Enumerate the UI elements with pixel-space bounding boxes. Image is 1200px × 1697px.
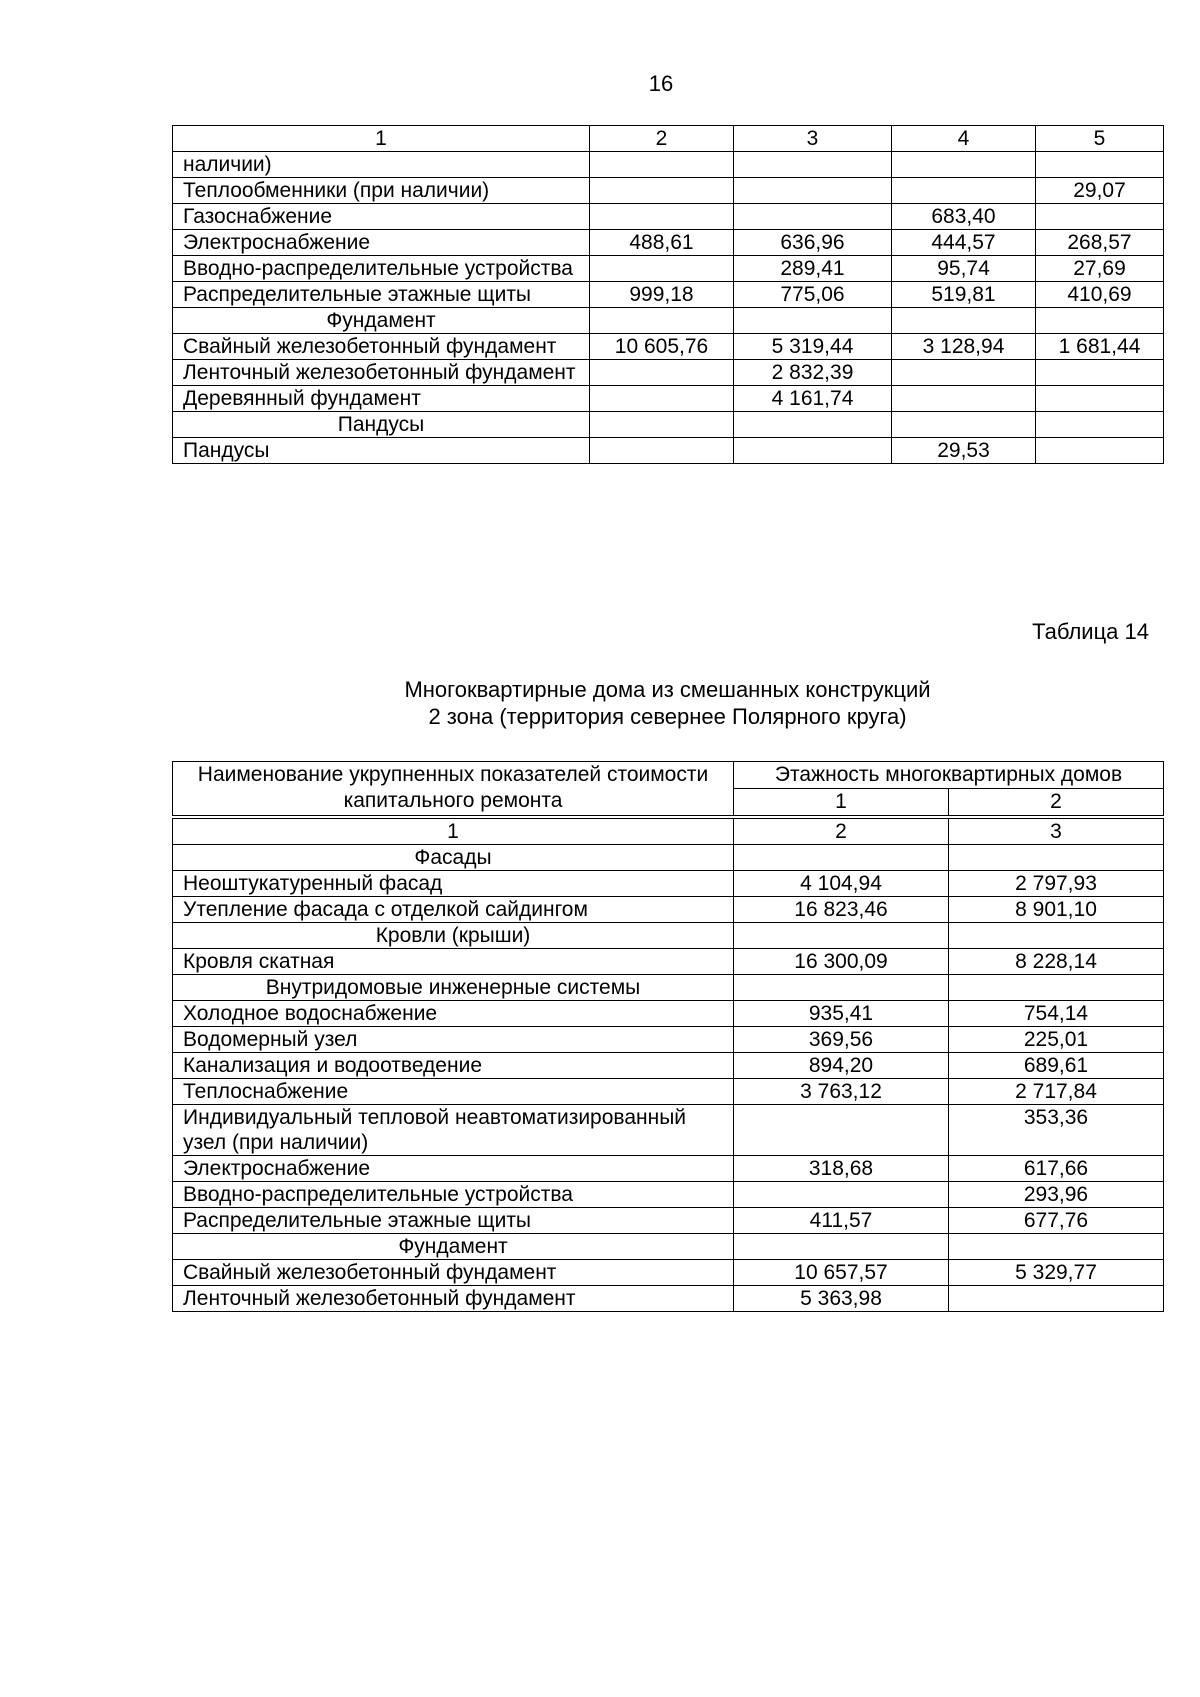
table-title-line-1: Многоквартирные дома из смешанных конструкций bbox=[404, 677, 931, 702]
table-row bbox=[173, 871, 1164, 897]
table-row bbox=[173, 178, 1164, 204]
value-cell: 225,01 bbox=[949, 1027, 1164, 1053]
table-label: Таблица 14 bbox=[1032, 619, 1149, 644]
value-cell bbox=[1036, 152, 1164, 178]
t2-colnum-3: 3 bbox=[949, 819, 1164, 845]
value-cell bbox=[734, 1182, 949, 1208]
value-cell: 5 329,77 bbox=[949, 1260, 1164, 1286]
table-row bbox=[173, 334, 1164, 360]
value-cell bbox=[1036, 308, 1164, 334]
value-cell: 5 319,44 bbox=[734, 334, 892, 360]
row-label: Вводно-распределительные устройства bbox=[173, 256, 590, 282]
t1-colnum-5: 5 bbox=[1036, 126, 1164, 152]
value-cell: 677,76 bbox=[949, 1208, 1164, 1234]
row-label: наличии) bbox=[173, 152, 590, 178]
value-cell: 29,07 bbox=[1036, 178, 1164, 204]
row-label: Индивидуальный тепловой неавтоматизированный узел (при наличии) bbox=[173, 1105, 734, 1156]
value-cell bbox=[590, 438, 734, 464]
value-cell: 8 901,10 bbox=[949, 897, 1164, 923]
table-row bbox=[173, 1001, 1164, 1027]
t2-colnum-2: 2 bbox=[734, 819, 949, 845]
row-label: Свайный железобетонный фундамент bbox=[173, 1260, 734, 1286]
table-row bbox=[173, 230, 1164, 256]
value-cell bbox=[734, 308, 892, 334]
header-floors-group: Этажность многоквартирных домов bbox=[734, 762, 1164, 789]
value-cell: 3 128,94 bbox=[892, 334, 1036, 360]
table-title-line-2: 2 зона (территория севернее Полярного круга) bbox=[428, 704, 907, 729]
value-cell bbox=[590, 152, 734, 178]
value-cell bbox=[892, 308, 1036, 334]
value-cell: 689,61 bbox=[949, 1053, 1164, 1079]
row-label: Ленточный железобетонный фундамент bbox=[173, 1286, 734, 1312]
table-row bbox=[173, 1079, 1164, 1105]
value-cell: 369,56 bbox=[734, 1027, 949, 1053]
value-cell: 410,69 bbox=[1036, 282, 1164, 308]
row-label: Теплообменники (при наличии) bbox=[173, 178, 590, 204]
value-cell bbox=[590, 204, 734, 230]
value-cell: 318,68 bbox=[734, 1156, 949, 1182]
value-cell bbox=[892, 360, 1036, 386]
value-cell: 636,96 bbox=[734, 230, 892, 256]
section-row bbox=[173, 923, 1164, 949]
value-cell: 8 228,14 bbox=[949, 949, 1164, 975]
row-label: Деревянный фундамент bbox=[173, 386, 590, 412]
row-label: Электроснабжение bbox=[173, 230, 590, 256]
value-cell bbox=[949, 1234, 1164, 1260]
value-cell: 1 681,44 bbox=[1036, 334, 1164, 360]
table-row bbox=[173, 1105, 1164, 1156]
table-row bbox=[173, 897, 1164, 923]
table-row bbox=[173, 1156, 1164, 1182]
value-cell: 935,41 bbox=[734, 1001, 949, 1027]
value-cell: 27,69 bbox=[1036, 256, 1164, 282]
t1-colnum-2: 2 bbox=[590, 126, 734, 152]
header-floors-2: 2 bbox=[949, 789, 1164, 816]
row-label: Канализация и водоотведение bbox=[173, 1053, 734, 1079]
value-cell: 683,40 bbox=[892, 204, 1036, 230]
value-cell: 5 363,98 bbox=[734, 1286, 949, 1312]
value-cell bbox=[734, 923, 949, 949]
value-cell bbox=[590, 256, 734, 282]
table-row bbox=[173, 386, 1164, 412]
value-cell bbox=[734, 178, 892, 204]
value-cell bbox=[949, 1286, 1164, 1312]
value-cell bbox=[734, 438, 892, 464]
value-cell bbox=[734, 975, 949, 1001]
table-row bbox=[173, 1286, 1164, 1312]
table-title bbox=[172, 676, 1163, 730]
section-title: Пандусы bbox=[173, 412, 590, 438]
value-cell: 16 300,09 bbox=[734, 949, 949, 975]
section-title: Кровли (крыши) bbox=[173, 923, 734, 949]
row-label: Распределительные этажные щиты bbox=[173, 1208, 734, 1234]
row-label: Ленточный железобетонный фундамент bbox=[173, 360, 590, 386]
value-cell bbox=[734, 845, 949, 871]
t1-colnum-3: 3 bbox=[734, 126, 892, 152]
value-cell: 411,57 bbox=[734, 1208, 949, 1234]
value-cell bbox=[734, 1234, 949, 1260]
value-cell bbox=[949, 845, 1164, 871]
value-cell: 2 832,39 bbox=[734, 360, 892, 386]
t1-colnum-4: 4 bbox=[892, 126, 1036, 152]
value-cell: 10 605,76 bbox=[590, 334, 734, 360]
section-title: Внутридомовые инженерные системы bbox=[173, 975, 734, 1001]
value-cell: 289,41 bbox=[734, 256, 892, 282]
value-cell: 293,96 bbox=[949, 1182, 1164, 1208]
value-cell bbox=[892, 412, 1036, 438]
value-cell bbox=[734, 152, 892, 178]
value-cell: 444,57 bbox=[892, 230, 1036, 256]
table-row bbox=[173, 360, 1164, 386]
value-cell: 29,53 bbox=[892, 438, 1036, 464]
value-cell bbox=[590, 412, 734, 438]
value-cell bbox=[1036, 360, 1164, 386]
section-title: Фундамент bbox=[173, 308, 590, 334]
value-cell bbox=[892, 152, 1036, 178]
section-row bbox=[173, 975, 1164, 1001]
t2-column-numbers bbox=[173, 819, 1164, 845]
table-14 bbox=[172, 818, 1164, 1312]
value-cell bbox=[949, 975, 1164, 1001]
value-cell: 4 104,94 bbox=[734, 871, 949, 897]
row-label: Кровля скатная bbox=[173, 949, 734, 975]
value-cell bbox=[1036, 386, 1164, 412]
row-label: Холодное водоснабжение bbox=[173, 1001, 734, 1027]
row-label: Вводно-распределительные устройства bbox=[173, 1182, 734, 1208]
table-row bbox=[173, 204, 1164, 230]
value-cell bbox=[892, 386, 1036, 412]
table-row bbox=[173, 256, 1164, 282]
value-cell bbox=[590, 360, 734, 386]
value-cell bbox=[734, 412, 892, 438]
value-cell: 2 797,93 bbox=[949, 871, 1164, 897]
section-row bbox=[173, 412, 1164, 438]
row-label: Неоштукатуренный фасад bbox=[173, 871, 734, 897]
value-cell: 10 657,57 bbox=[734, 1260, 949, 1286]
section-row bbox=[173, 308, 1164, 334]
row-label: Утепление фасада с отделкой сайдингом bbox=[173, 897, 734, 923]
value-cell: 3 763,12 bbox=[734, 1079, 949, 1105]
t1-colnum-1: 1 bbox=[173, 126, 590, 152]
section-row bbox=[173, 845, 1164, 871]
row-label: Газоснабжение bbox=[173, 204, 590, 230]
value-cell: 894,20 bbox=[734, 1053, 949, 1079]
table-row bbox=[173, 1260, 1164, 1286]
table-row bbox=[173, 1027, 1164, 1053]
table-row bbox=[173, 1208, 1164, 1234]
value-cell bbox=[1036, 412, 1164, 438]
section-title: Фасады bbox=[173, 845, 734, 871]
table-row bbox=[173, 438, 1164, 464]
value-cell: 519,81 bbox=[892, 282, 1036, 308]
value-cell bbox=[590, 308, 734, 334]
value-cell bbox=[892, 178, 1036, 204]
table-row bbox=[173, 1182, 1164, 1208]
row-label: Свайный железобетонный фундамент bbox=[173, 334, 590, 360]
value-cell bbox=[734, 204, 892, 230]
value-cell: 353,36 bbox=[949, 1105, 1164, 1156]
value-cell bbox=[590, 386, 734, 412]
table-row bbox=[173, 282, 1164, 308]
value-cell bbox=[590, 178, 734, 204]
value-cell: 4 161,74 bbox=[734, 386, 892, 412]
header-floors-1: 1 bbox=[734, 789, 949, 816]
page-number: 16 bbox=[648, 71, 674, 96]
t1-column-numbers bbox=[173, 126, 1164, 152]
value-cell: 754,14 bbox=[949, 1001, 1164, 1027]
value-cell: 95,74 bbox=[892, 256, 1036, 282]
row-label: Распределительные этажные щиты bbox=[173, 282, 590, 308]
row-label: Теплоснабжение bbox=[173, 1079, 734, 1105]
row-label: Водомерный узел bbox=[173, 1027, 734, 1053]
header-indicator-name: Наименование укрупненных показателей стоимости капитального ремонта bbox=[173, 762, 734, 816]
value-cell: 268,57 bbox=[1036, 230, 1164, 256]
t2-colnum-1: 1 bbox=[173, 819, 734, 845]
table-14-header bbox=[172, 761, 1164, 816]
table-row bbox=[173, 1053, 1164, 1079]
value-cell: 999,18 bbox=[590, 282, 734, 308]
value-cell: 2 717,84 bbox=[949, 1079, 1164, 1105]
value-cell bbox=[1036, 204, 1164, 230]
value-cell: 488,61 bbox=[590, 230, 734, 256]
value-cell bbox=[734, 1105, 949, 1156]
table-row bbox=[173, 152, 1164, 178]
table-continued bbox=[172, 125, 1164, 464]
table-row bbox=[173, 949, 1164, 975]
section-title: Фундамент bbox=[173, 1234, 734, 1260]
section-row bbox=[173, 1234, 1164, 1260]
value-cell bbox=[949, 923, 1164, 949]
value-cell bbox=[1036, 438, 1164, 464]
row-label: Пандусы bbox=[173, 438, 590, 464]
value-cell: 16 823,46 bbox=[734, 897, 949, 923]
value-cell: 617,66 bbox=[949, 1156, 1164, 1182]
row-label: Электроснабжение bbox=[173, 1156, 734, 1182]
value-cell: 775,06 bbox=[734, 282, 892, 308]
